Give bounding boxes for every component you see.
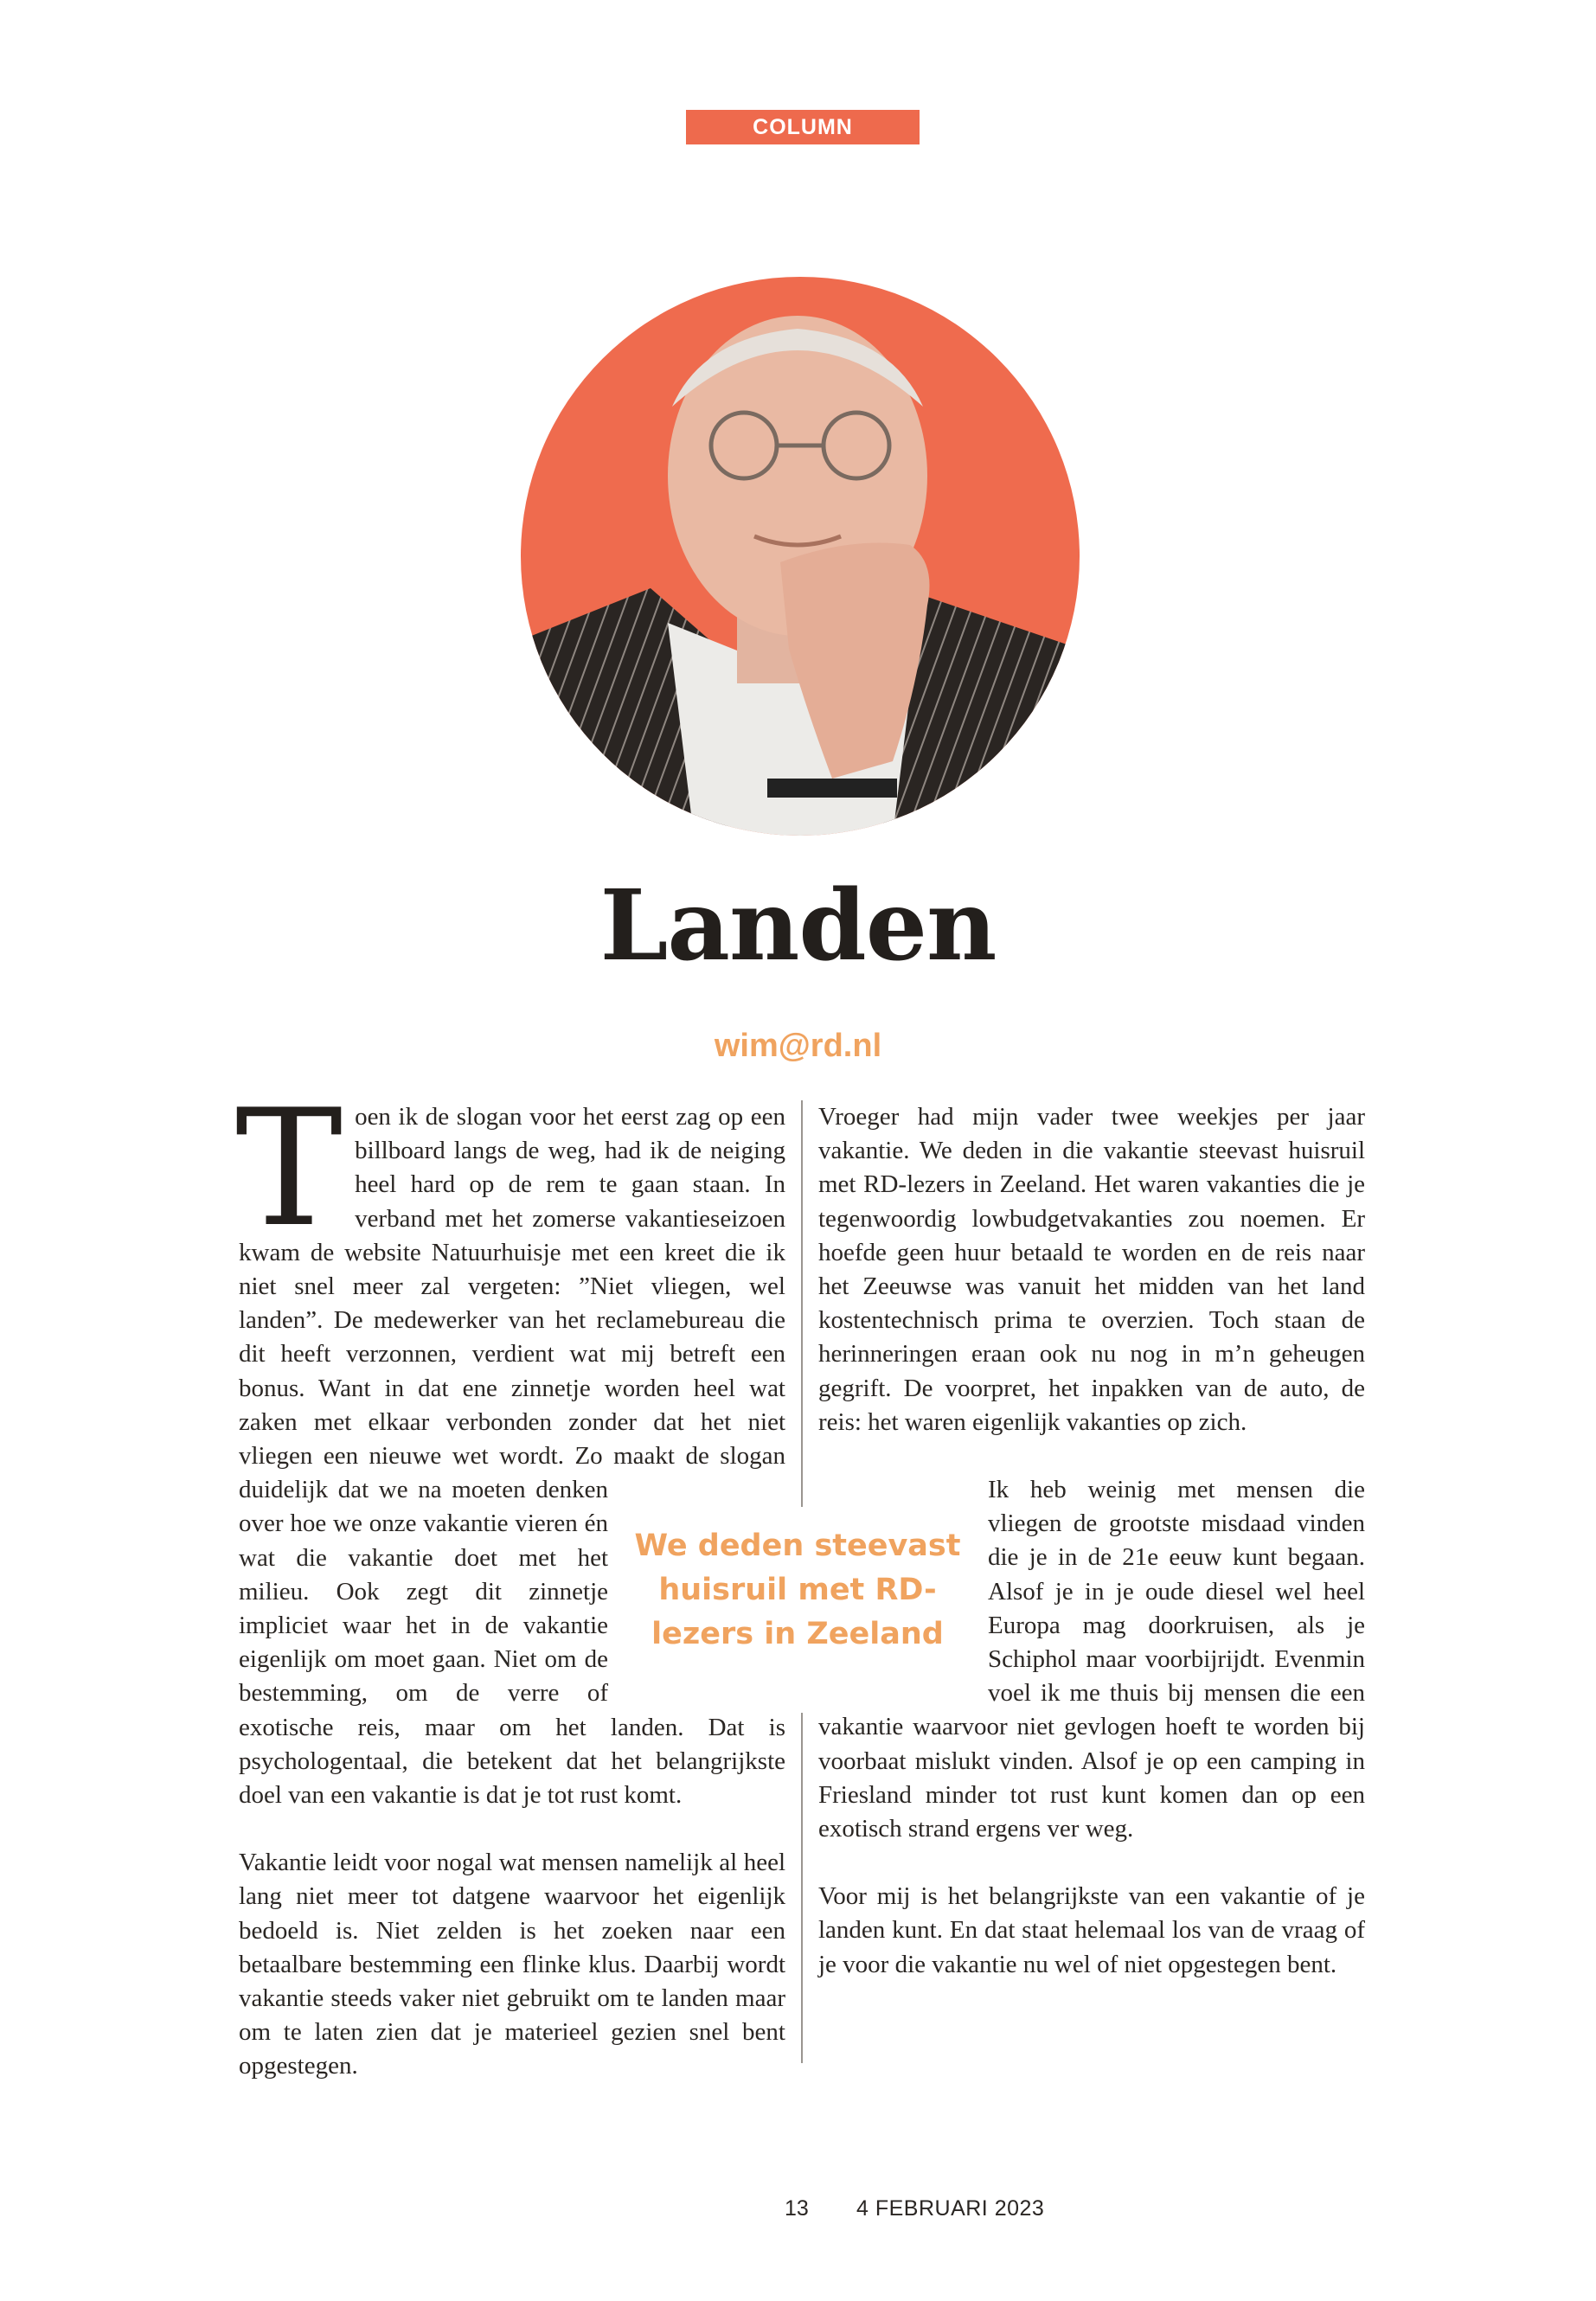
- right-paragraph-1: Vroeger had mijn vader twee weekjes per jaar vakantie. We deden in die vakantie steevast huisruil met RD-lezers in Zeeland. Het waren vakanties die je tegenwoordig lowbudgetvakanties zou noemen. Er hoefde geen huur betaald te worden en de reis naar het Zeeuwse was vanuit het midden van het land kostentechnisch prima te overzien. Toch staan de herinneringen eraan ook nu nog in m’n geheugen gegrift. De voorpret, het inpakken van de auto, de reis: het waren eigenlijk vakanties op zich.: [818, 1103, 1365, 1436]
- author-email: wim@rd.nl: [714, 1028, 882, 1064]
- right-paragraph-3: Voor mij is het belangrijkste van een vakantie of je landen kunt. En dat staat helemaal los van de vraag of je voor die vakantie nu wel of niet opgestegen bent.: [818, 1882, 1365, 1978]
- page-number: 13: [785, 2196, 809, 2221]
- left-paragraph-1: oen ik de slogan voor het eerst zag op een billboard langs de weg, had ik de neiging heel hard op de rem te gaan staan. In verband met het zomerse vakantieseizoen kwam de website Natuurhuisje met een kreet die ik niet snel meer zal vergeten: ”Niet vliegen, wel landen”. De medewerker van het reclamebureau die dit heeft verzonnen, verdient wat mij betreft een bonus. Want in dat ene zinnetje worden heel wat zaken met elkaar verbonden zonder dat het niet vliegen een nieuwe wet wordt. Zo maakt de slogan duidelijk dat we na moeten denken over hoe we onze vakantie vieren én wat die vakantie doet met het milieu. Ook zegt dit zinnetje impliciet waar het in de vakantie eigenlijk om moet gaan. Niet om de bestemming, om de verre of exotische reis, maar om het landen. Dat is psychologentaal, die betekent dat het belangrijkste doel van een vakantie is dat je tot rust komt.: [239, 1103, 785, 1810]
- section-label: COLUMN: [686, 110, 920, 144]
- pull-quote: We deden steevast huisruil met RD-lezers in Zeeland: [634, 1529, 961, 1651]
- drop-cap: T: [235, 1074, 343, 1262]
- column-divider-bottom: [801, 1713, 803, 2063]
- right-paragraph-2: Ik heb weinig met mensen die vliegen de grootste misdaad vinden die je in de 21e eeuw kunt begaan. Alsof je in je oude diesel wel heel Europa mag doorkruisen, als je Schiphol maar voorbijrijdt. Evenmin voel ik me thuis bij mensen die een vakantie waarvoor niet gevlogen hoeft te worden bij voorbaat mislukt vinden. Alsof je op een camping in Friesland minder tot rust kunt komen dan op een exotisch strand ergens ver weg.: [818, 1476, 1365, 1843]
- author-portrait: [521, 277, 1080, 836]
- left-paragraph-2: Vakantie leidt voor nogal wat mensen namelijk al heel lang niet meer tot datgene waarvoor het eigenlijk bedoeld is. Niet zelden is het zoeken naar een betaalbare bestemming een flinke klus. Daarbij wordt vakantie steeds vaker niet gebruikt om te landen maar om te laten zien dat je materieel gezien snel bent opgestegen.: [239, 1849, 785, 2080]
- column-divider-top: [801, 1100, 803, 1507]
- issue-date: 4 FEBRUARI 2023: [856, 2196, 1045, 2221]
- article-title: Landen: [599, 869, 997, 983]
